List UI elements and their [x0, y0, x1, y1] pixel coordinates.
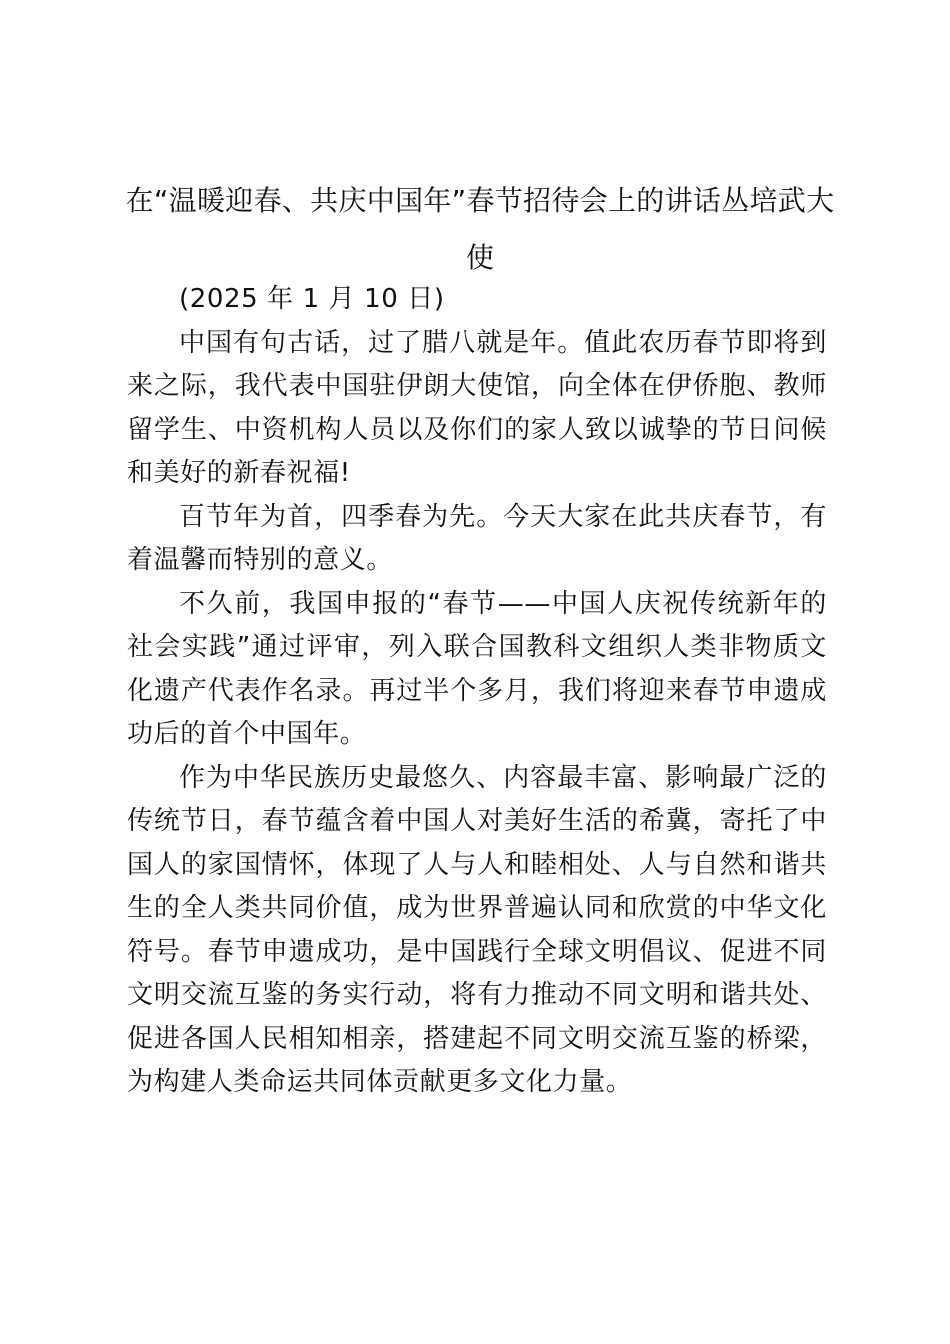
paragraph: 不久前，我国申报的“春节——中国人庆祝传统新年的社会实践”通过评审，列入联合国教科文组织人类非物质文化遗产代表作名录。再过半个多月，我们将迎来春节申遗成功后的首个中国年。: [127, 588, 827, 749]
date-line: (2025 年 1 月 10 日): [179, 284, 445, 314]
paragraph: 百节年为首，四季春为先。今天大家在此共庆春节，有着温馨而特别的意义。: [127, 501, 827, 575]
document-body: [127, 278, 827, 1105]
paragraph: 中国有句古话，过了腊八就是年。值此农历春节即将到来之际，我代表中国驻伊朗大使馆，向全体在伊侨胞、教师留学生、中资机构人员以及你们的家人致以诚挚的节日问候和美好的新春祝福!: [127, 327, 827, 488]
paragraph: 作为中华民族历史最悠久、内容最丰富、影响最广泛的传统节日，春节蕴含着中国人对美好生活的希冀，寄托了中国人的家国情怀，体现了人与人和睦相处、人与自然和谐共生的全人类共同价值，成为世界普遍认同和欣赏的中华文化符号。春节申遗成功，是中国践行全球文明倡议、促进不同文明交流互鉴的务实行动，将有力推动不同文明和谐共处、促进各国人民相知相亲，搭建起不同文明交流互鉴的桥梁，为构建人类命运共同体贡献更多文化力量。: [127, 762, 827, 1097]
document-title: 在“温暖迎春、共庆中国年”春节招待会上的讲话丛培武大使: [125, 184, 835, 274]
